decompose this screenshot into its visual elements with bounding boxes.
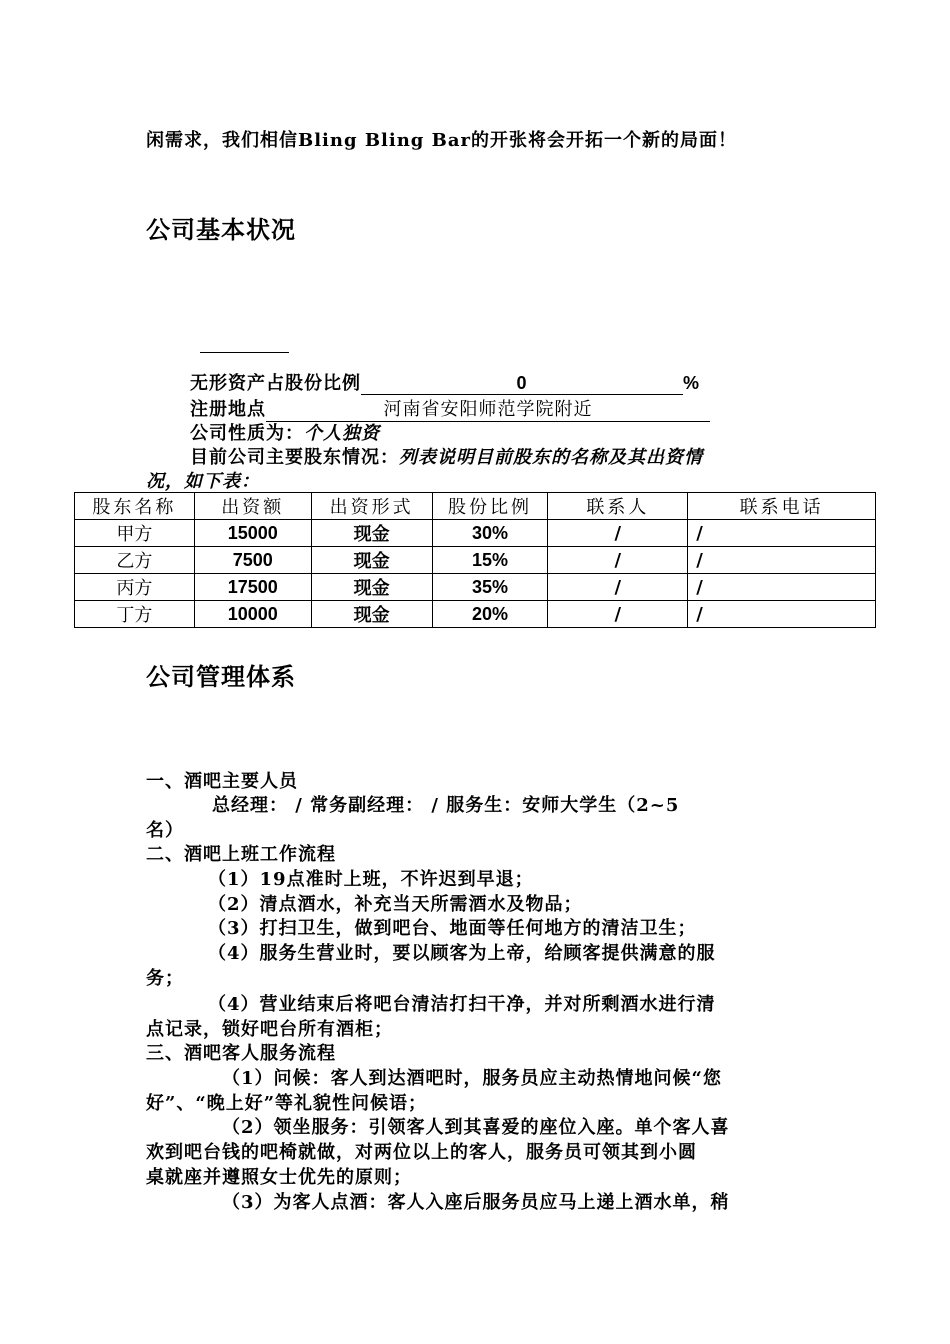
shareholder-table [74,492,876,628]
section-title-management: 公司管理体系 [146,662,296,691]
col-header-ratio: 股份比例 [432,493,548,520]
shareholders-line-2 [146,467,260,493]
shareholders-note-2: 如下表： [184,471,260,492]
list-item: （3）打扫卫生，做到吧台、地面等任何地方的清洁卫生； [208,918,697,939]
list-item-cont: 欢到吧台钱的吧椅就做，对两位以上的客人，服务员可领其到小圆 [146,1142,697,1163]
col-header-phone: 联系电话 [688,493,876,520]
cell-ratio: 20% [432,601,548,628]
section-title-company-status: 公司基本状况 [146,215,296,244]
intangible-value: 0 [361,373,683,395]
list-item: （1）问候：客人到达酒吧时，服务员应主动热情地问候“您 [222,1068,722,1089]
cell-amount: 10000 [194,601,311,628]
staff-line: 总经理： / 常务副经理： / 服务生：安师大学生（2~5 [212,795,680,816]
cell-contact: / [548,547,688,574]
col-header-contact: 联系人 [548,493,688,520]
cell-contact: / [548,520,688,547]
cell-amount: 15000 [194,520,311,547]
staff-line-cont: 名） [146,820,184,841]
cell-form: 现金 [311,601,432,628]
list-item: （4）服务生营业时，要以顾客为上帝，给顾客提供满意的服 [208,943,716,964]
cell-name: 乙方 [75,547,195,574]
cell-amount: 17500 [194,574,311,601]
intangible-unit: % [683,373,701,393]
nature-value: 个人独资 [304,423,380,444]
cell-amount: 7500 [194,547,311,574]
list-item: （2）清点酒水，补充当天所需酒水及物品； [208,894,583,915]
list-item-cont: 务； [146,968,184,989]
cell-phone: / [688,601,876,628]
cell-phone: / [688,520,876,547]
cell-ratio: 35% [432,574,548,601]
intangible-label: 无形资产占股份比例 [190,373,361,394]
intangible-assets-line [190,369,700,395]
shareholders-note-2-lead: 况， [146,471,184,492]
list-item-cont: 桌就座并遵照女士优先的原则； [146,1167,412,1188]
cell-ratio: 30% [432,520,548,547]
cell-name: 丙方 [75,574,195,601]
address-label: 注册地点 [190,399,266,420]
col-header-amount: 出资额 [194,493,311,520]
col-header-form: 出资形式 [311,493,432,520]
shareholders-note-1: 列表说明目前股东的名称及其出资情 [399,447,703,468]
list-item: （4）营业结束后将吧台清洁打扫干净，并对所剩酒水进行清 [208,994,716,1015]
table-row [75,520,876,547]
table-row [75,601,876,628]
subheading-staff: 一、酒吧主要人员 [146,771,298,792]
cell-phone: / [688,574,876,601]
table-row [75,547,876,574]
cell-contact: / [548,574,688,601]
subheading-guest-service: 三、酒吧客人服务流程 [146,1043,336,1064]
short-rule [200,352,289,353]
list-item-cont: 好”、“晚上好”等礼貌性问候语； [146,1093,428,1114]
cell-phone: / [688,547,876,574]
shareholders-label: 目前公司主要股东情况： [190,447,399,468]
company-nature-line [190,419,380,445]
address-line [190,395,710,422]
list-item: （2）领坐服务：引领客人到其喜爱的座位入座。单个客人喜 [222,1117,730,1138]
subheading-work-process: 二、酒吧上班工作流程 [146,844,336,865]
col-header-name: 股东名称 [75,493,195,520]
list-item: （1）19点准时上班，不许迟到早退； [208,869,534,890]
table-header-row [75,493,876,520]
cell-form: 现金 [311,520,432,547]
intro-line: 闲需求，我们相信Bling Bling Bar的开张将会开拓一个新的局面！ [146,130,738,151]
cell-contact: / [548,601,688,628]
table-row [75,574,876,601]
address-value: 河南省安阳师范学院附近 [266,395,710,422]
list-item: （3）为客人点酒：客人入座后服务员应马上递上酒水单，稍 [222,1192,730,1213]
list-item-cont: 点记录，锁好吧台所有酒柜； [146,1019,393,1040]
shareholders-line [190,443,703,469]
cell-ratio: 15% [432,547,548,574]
cell-name: 甲方 [75,520,195,547]
cell-form: 现金 [311,547,432,574]
cell-form: 现金 [311,574,432,601]
nature-label: 公司性质为： [190,423,304,444]
cell-name: 丁方 [75,601,195,628]
